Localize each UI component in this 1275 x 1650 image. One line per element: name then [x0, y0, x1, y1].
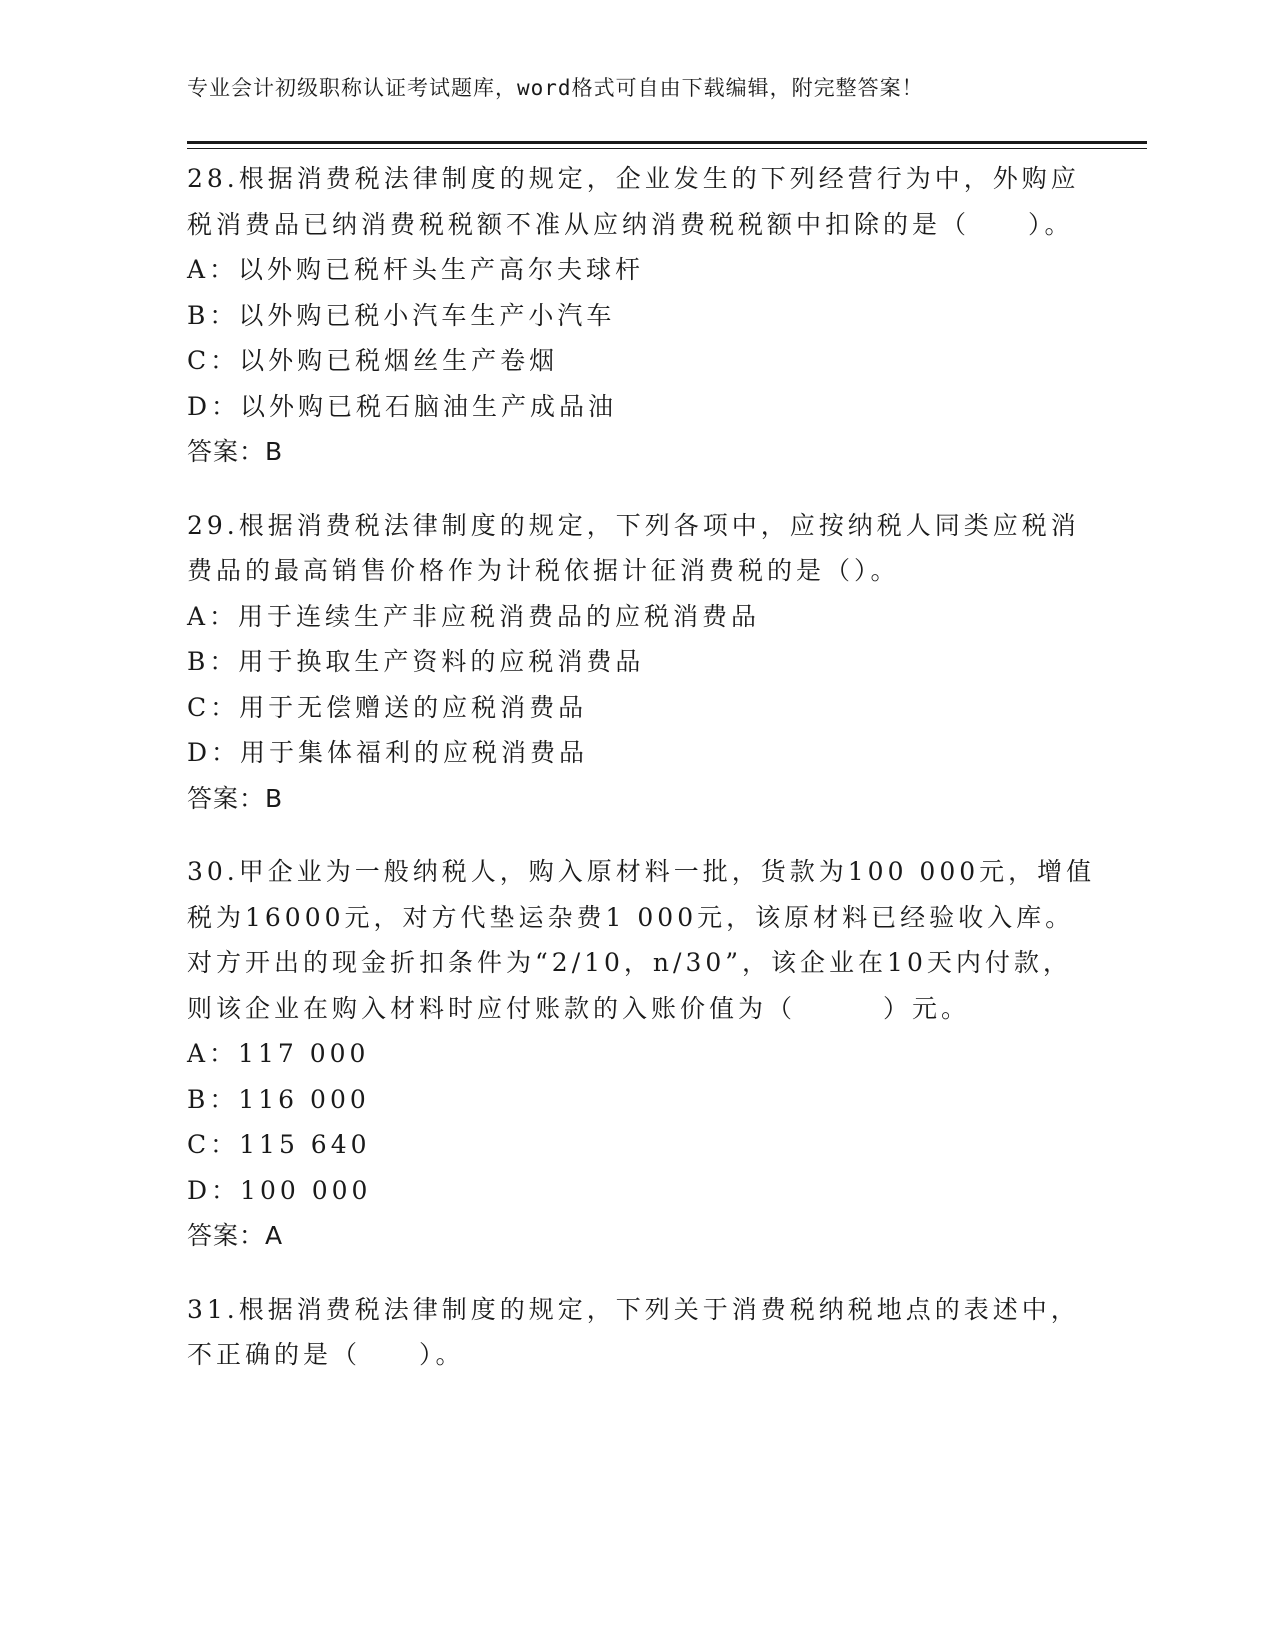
header-rule-thin: [187, 148, 1147, 149]
question-text: 税为16000元，对方代垫运杂费1 000元，该原材料已经验收入库。: [187, 902, 1075, 932]
option-a: A：以外购已税杆头生产高尔夫球杆: [187, 255, 645, 284]
option-c: C：以外购已税烟丝生产卷烟: [187, 346, 559, 375]
answer: 答案：B: [187, 437, 284, 466]
answer: 答案：A: [187, 1221, 284, 1250]
question-text: 31.根据消费税法律制度的规定，下列关于消费税纳税地点的表述中，: [187, 1294, 1080, 1324]
question-text: 税消费品已纳消费税税额不准从应纳消费税税额中扣除的是（ ）。: [187, 209, 1074, 239]
option-a: A：117 000: [187, 1039, 370, 1068]
question-text: 则该企业在购入材料时应付账款的入账价值为（ ）元。: [187, 993, 971, 1023]
option-d: D：100 000: [187, 1175, 372, 1205]
question-text: 对方开出的现金折扣条件为“2/10，n/30”，该企业在10天内付款，: [187, 948, 1072, 977]
option-c: C：115 640: [187, 1130, 371, 1159]
question-29: [187, 503, 1087, 822]
option-c: C：用于无偿赠送的应税消费品: [187, 692, 588, 722]
option-d: D：用于集体福利的应税消费品: [187, 738, 589, 767]
option-b: B：用于换取生产资料的应税消费品: [187, 647, 645, 676]
header-rule-thick: [187, 141, 1147, 144]
question-text: 28.根据消费税法律制度的规定，企业发生的下列经营行为中，外购应: [187, 164, 1080, 193]
question-list: [187, 156, 1096, 1406]
question-28: [187, 156, 1087, 475]
option-a: A：用于连续生产非应税消费品的应税消费品: [187, 601, 761, 631]
question-text: 费品的最高销售价格作为计税依据计征消费税的是（）。: [187, 556, 900, 585]
question-text: 29.根据消费税法律制度的规定，下列各项中，应按纳税人同类应税消: [187, 510, 1080, 540]
page-header: 专业会计初级职称认证考试题库，word格式可自由下载编辑，附完整答案！: [187, 76, 924, 100]
option-b: B：116 000: [187, 1084, 370, 1114]
question-30: [187, 849, 1096, 1259]
option-d: D：以外购已税石脑油生产成品油: [187, 391, 618, 421]
option-b: B：以外购已税小汽车生产小汽车: [187, 300, 616, 330]
question-text: 不正确的是（ ）。: [187, 1340, 465, 1369]
question-text: 30.甲企业为一般纳税人，购入原材料一批，货款为100 000元，增值: [187, 857, 1096, 886]
answer: 答案：B: [187, 783, 284, 813]
question-31: [187, 1287, 1087, 1378]
